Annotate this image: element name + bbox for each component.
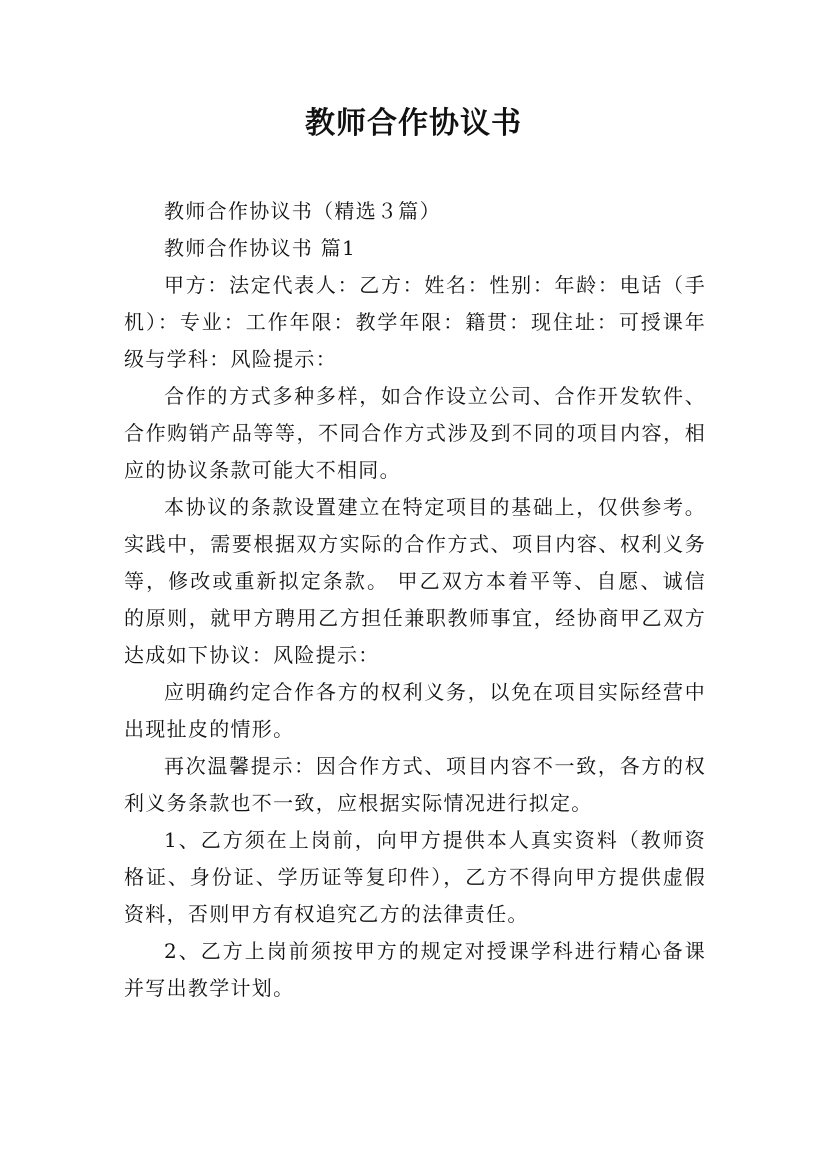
rights-obligations-paragraph: 应明确约定合作各方的权利义务，以免在项目实际经营中出现扯皮的情形。: [124, 680, 706, 741]
section-heading-paragraph: 教师合作协议书 篇1: [164, 236, 357, 260]
document-body: [124, 193, 706, 1007]
cooperation-methods-paragraph: 合作的方式多种多样，如合作设立公司、合作开发软件、合作购销产品等等，不同合作方式涉及到不同的项目内容，相应的协议条款可能大不相同。: [124, 384, 706, 482]
document-title: 教师合作协议书: [305, 106, 522, 141]
reminder-paragraph: 再次温馨提示：因合作方式、项目内容不一致，各方的权利义务条款也不一致，应根据实际情况进行拟定。: [124, 754, 706, 815]
clause-1-paragraph: 1、乙方须在上岗前，向甲方提供本人真实资料（教师资格证、身份证、学历证等复印件），乙方不得向甲方提供虚假资料，否则甲方有权追究乙方的法律责任。: [124, 828, 706, 926]
agreement-basis-paragraph: 本协议的条款设置建立在特定项目的基础上，仅供参考。实践中，需要根据双方实际的合作方式、项目内容、权利义务等，修改或重新拟定条款。 甲乙双方本着平等、自愿、诚信的原则，就甲方聘用乙方担任兼职教师事宜，经协商甲乙双方达成如下协议：风险提示：: [124, 495, 706, 667]
party-info-paragraph: 甲方：法定代表人：乙方：姓名：性别：年龄：电话（手机）：专业：工作年限：教学年限：籍贯：现住址：可授课年级与学科：风险提示：: [124, 273, 706, 371]
clause-2-paragraph: 2、乙方上岗前须按甲方的规定对授课学科进行精心备课并写出教学计划。: [124, 939, 706, 1000]
subtitle-paragraph: 教师合作协议书（精选３篇）: [164, 199, 441, 223]
